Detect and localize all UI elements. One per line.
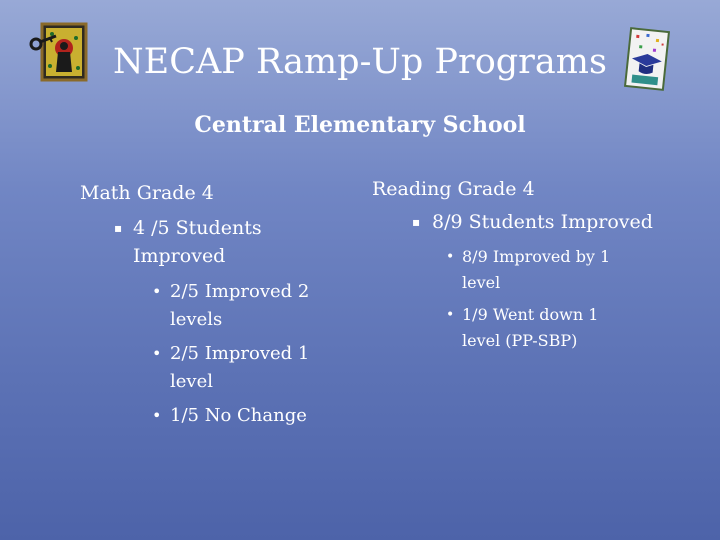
math-subitem <box>80 402 330 430</box>
math-column <box>80 178 350 430</box>
dot-bullet-icon: • <box>446 249 455 265</box>
reading-subitem <box>372 302 637 354</box>
square-bullet-icon: ▪ <box>412 215 421 229</box>
math-subitem-text: 1/5 No Change <box>170 405 307 426</box>
reading-heading: Reading Grade 4 <box>372 178 535 200</box>
graduation-cap-confetti-clipart-icon <box>622 26 672 92</box>
reading-item-text: 8/9 Students Improved <box>432 211 653 233</box>
reading-subitem-text: 8/9 Improved by 1 level <box>462 247 611 292</box>
reading-subitem <box>372 244 637 296</box>
square-bullet-icon: ▪ <box>114 221 123 235</box>
math-item-text: 4 /5 Students Improved <box>133 217 262 267</box>
slide-subtitle: Central Elementary School <box>194 112 526 138</box>
key-and-keyhole-clipart-icon <box>28 18 88 84</box>
reading-column <box>372 174 692 354</box>
slide-title: NECAP Ramp-Up Programs <box>113 42 607 82</box>
math-students-item <box>80 214 333 270</box>
dot-bullet-icon: • <box>446 307 455 323</box>
math-subitem <box>80 278 330 334</box>
reading-subitem-text: 1/9 Went down 1 level (PP-SBP) <box>462 305 599 350</box>
reading-students-item <box>372 208 692 236</box>
dot-bullet-icon: • <box>152 344 162 363</box>
dot-bullet-icon: • <box>152 406 162 425</box>
math-subitem <box>80 340 330 396</box>
dot-bullet-icon: • <box>152 282 162 301</box>
math-subitem-text: 2/5 Improved 2 levels <box>170 281 310 330</box>
math-heading: Math Grade 4 <box>80 182 214 204</box>
math-subitem-text: 2/5 Improved 1 level <box>170 343 310 392</box>
